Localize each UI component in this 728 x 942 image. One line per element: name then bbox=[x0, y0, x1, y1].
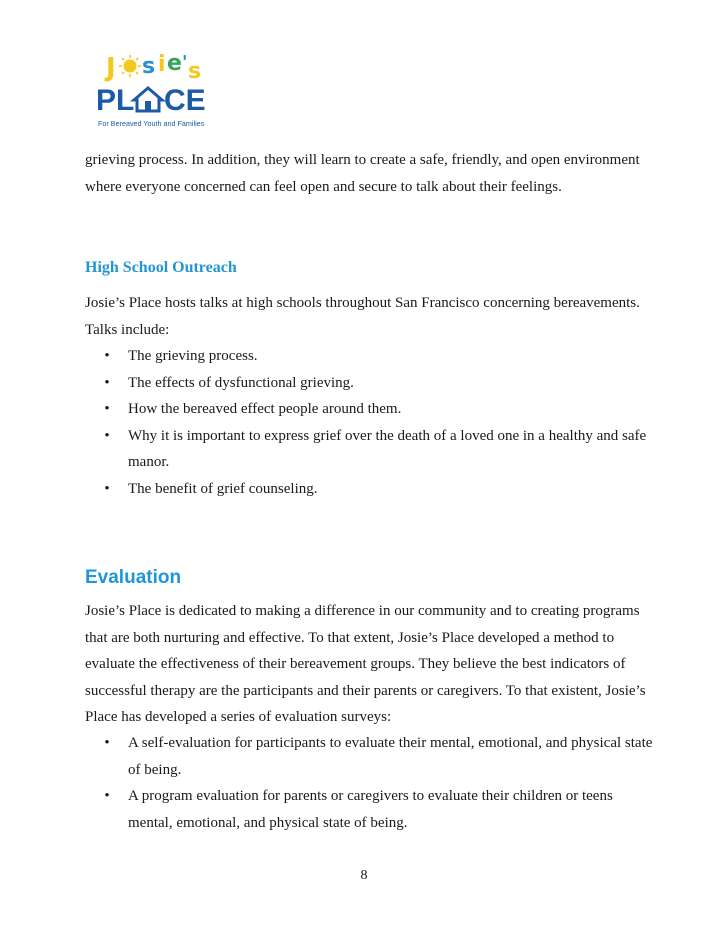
logo-letters-pl: PL bbox=[96, 84, 135, 117]
list-item bbox=[85, 396, 655, 423]
list-item-text: The effects of dysfunctional grieving. bbox=[128, 374, 354, 391]
evaluation-paragraph: Josie’s Place is dedicated to making a difference in our community and to creating programs that are both nurturing and effective. To that extent, Josie’s Place developed a method to evaluate the effectiveness of their bereavement groups. They believe the best indicators of successful therapy are the participants and their parents or caregivers. To that existent, Josie’s Place has developed a series of evaluation surveys: bbox=[85, 603, 646, 725]
bullet-icon: • bbox=[104, 374, 110, 391]
logo-letter-i: i bbox=[158, 52, 166, 77]
logo-graphic bbox=[92, 44, 232, 132]
list-item bbox=[85, 370, 655, 397]
outreach-heading: High School Outreach bbox=[85, 259, 237, 276]
list-item bbox=[85, 343, 655, 370]
bullet-icon: • bbox=[104, 348, 110, 364]
outreach-list bbox=[85, 343, 655, 502]
intro-paragraph: grieving process. In addition, they will learn to create a safe, friendly, and open environment where everyone concerned can feel open and secure to talk about their feelings. bbox=[85, 152, 640, 195]
list-item-text: A program evaluation for parents or caregivers to evaluate their children or teens mental, emotional, and physical state of being. bbox=[128, 788, 613, 831]
bullet-icon: • bbox=[104, 735, 110, 751]
logo-letters-ce: CE bbox=[164, 84, 206, 117]
logo-sun-icon bbox=[119, 55, 141, 77]
list-item-text: The benefit of grief counseling. bbox=[128, 480, 318, 497]
logo-letter-s: s bbox=[142, 54, 156, 79]
evaluation-heading: Evaluation bbox=[85, 567, 182, 588]
logo-apostrophe: ' bbox=[182, 52, 188, 73]
list-item bbox=[85, 730, 655, 783]
outreach-paragraph: Josie’s Place hosts talks at high schools throughout San Francisco concerning bereavements. Talks include: bbox=[85, 295, 640, 338]
list-item-text: Why it is important to express grief over the death of a loved one in a healthy and safe manor. bbox=[128, 427, 647, 470]
list-item-text: A self-evaluation for participants to evaluate their mental, emotional, and physical state of being. bbox=[128, 735, 653, 778]
josies-place-logo bbox=[92, 44, 232, 132]
list-item-text: The grieving process. bbox=[128, 348, 258, 364]
bullet-icon: • bbox=[104, 427, 110, 444]
house-icon bbox=[134, 88, 162, 111]
list-item-text: How the bereaved effect people around them. bbox=[128, 401, 402, 417]
list-item bbox=[85, 423, 655, 476]
bullet-icon: • bbox=[104, 788, 110, 804]
bullet-icon: • bbox=[104, 480, 110, 497]
logo-letter-s2: s bbox=[188, 59, 202, 84]
list-item bbox=[85, 783, 655, 836]
logo-letter-e: e bbox=[167, 51, 182, 76]
page-number: 8 bbox=[360, 868, 368, 883]
bullet-icon: • bbox=[104, 401, 110, 417]
list-item bbox=[85, 476, 655, 503]
logo-letter-j: J bbox=[106, 53, 116, 83]
evaluation-list bbox=[85, 730, 655, 836]
logo-tagline: For Bereaved Youth and Families bbox=[98, 119, 205, 128]
